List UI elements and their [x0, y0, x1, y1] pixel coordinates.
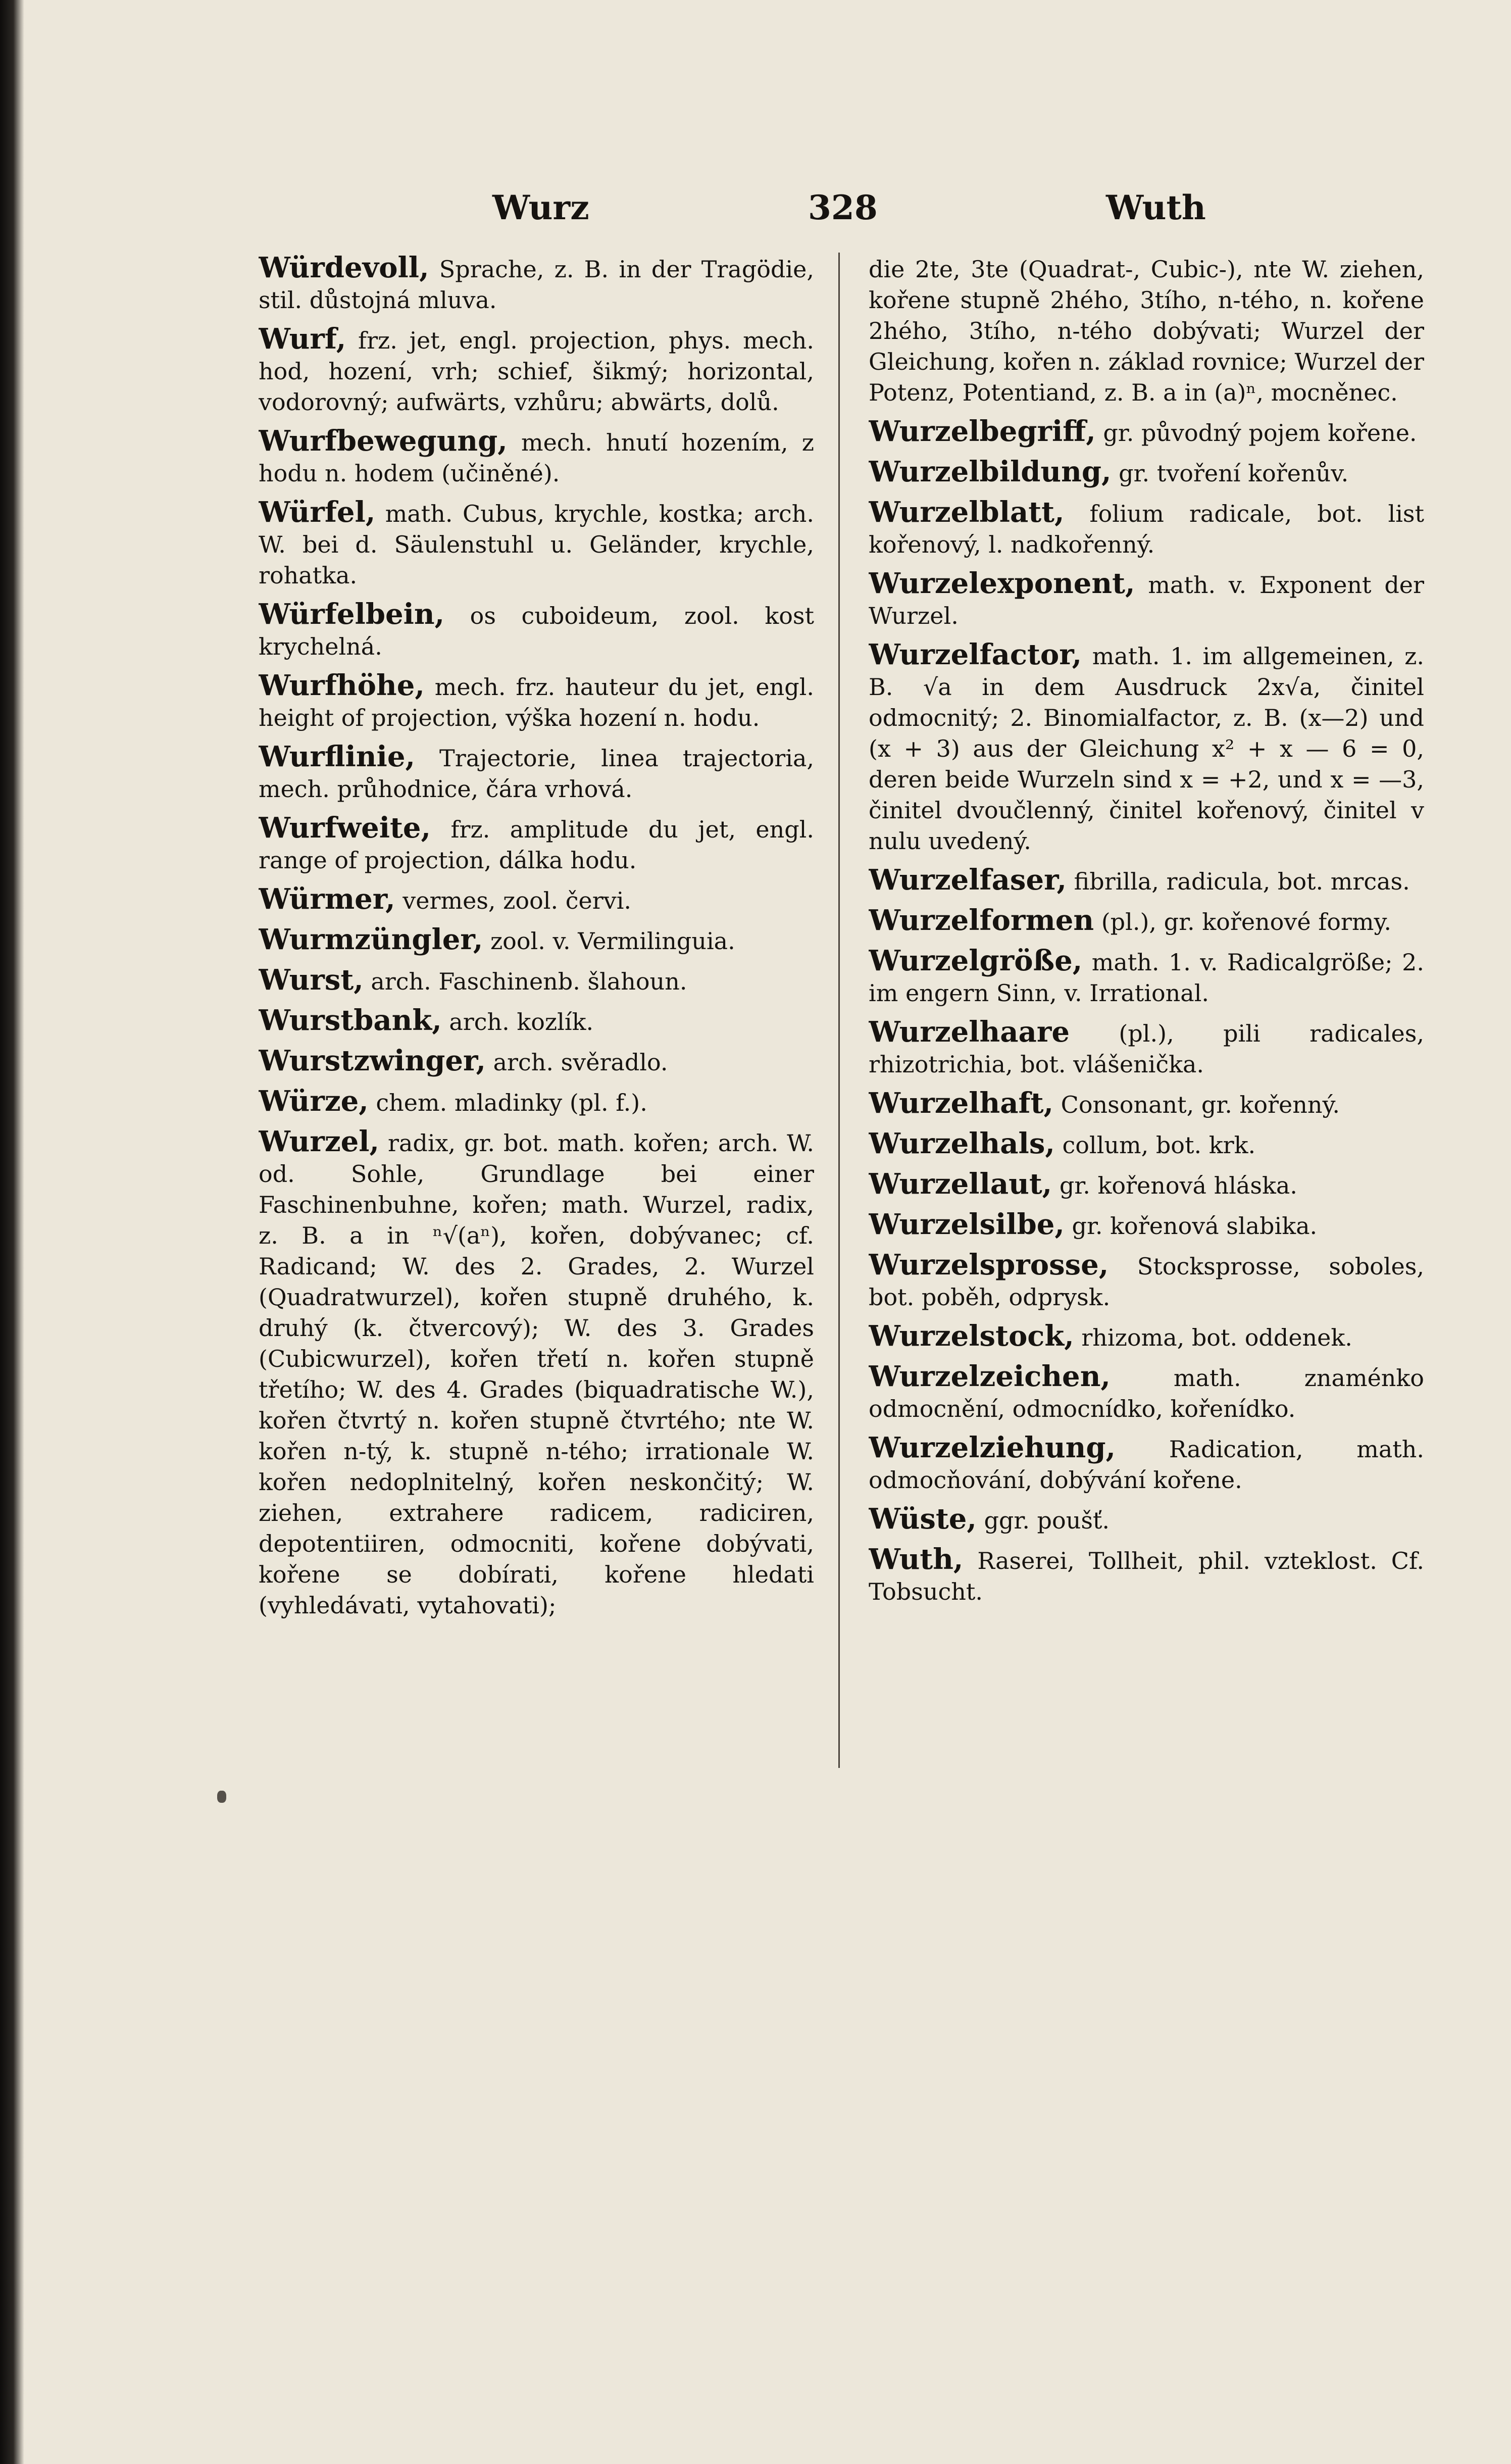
ink-speck	[217, 1791, 226, 1803]
entry-definition: math. 1. im allgemeinen, z. B. √a in dem Ausdruck 2x√a, činitel odmocnitý; 2. Binomialfactor, z. B. (x—2) und (x + 3) aus der Gleichung x² + x — 6 = 0, deren beide Wurzeln sind x = +2, und x = —3, činitel dvoučlenný, činitel kořenový, činitel v nulu uvedený.	[869, 643, 1424, 855]
entry-definition: folium radicale, bot. list kořenový, l. nadkořenný.	[869, 500, 1424, 558]
entry-headword: Wurzelfaser,	[869, 863, 1067, 897]
dictionary-entry	[869, 1361, 1424, 1424]
dictionary-entry	[259, 924, 814, 957]
dictionary-entry	[259, 1126, 814, 1621]
dictionary-entry	[259, 742, 814, 805]
entry-definition: Radication, math. odmocňování, dobývání kořene.	[869, 1436, 1424, 1494]
entry-headword: Wurstzwinger,	[259, 1044, 486, 1077]
dictionary-entry	[869, 865, 1424, 897]
entry-definition: Consonant, gr. kořenný.	[1061, 1091, 1340, 1118]
dictionary-entry	[869, 1321, 1424, 1353]
entry-definition: math. Cubus, krychle, kostka; arch. W. bei d. Säulenstuhl u. Geländer, krychle, rohatka.	[259, 500, 814, 589]
entry-headword: Wurzelbegriff,	[869, 415, 1096, 448]
entry-definition: gr. kořenová slabika.	[1072, 1212, 1318, 1240]
dictionary-entry	[259, 426, 814, 489]
entry-headword: Wurzelsprosse,	[869, 1248, 1109, 1282]
entry-headword: Würfelbein,	[259, 598, 445, 631]
entry-headword: Wurzelziehung,	[869, 1431, 1116, 1464]
entry-headword: Wurzelzeichen,	[869, 1360, 1111, 1393]
dictionary-entry	[869, 1169, 1424, 1201]
dictionary-entry	[259, 1086, 814, 1118]
left-column	[259, 253, 814, 2324]
dictionary-entry	[259, 813, 814, 876]
entry-definition: (pl.), gr. kořenové formy.	[1101, 908, 1392, 935]
entry-headword: Wurfhöhe,	[259, 669, 425, 702]
dictionary-entry	[869, 568, 1424, 631]
entry-headword: Wurzel,	[259, 1125, 380, 1158]
entry-headword: Wurstbank,	[259, 1004, 442, 1037]
dictionary-entry	[869, 457, 1424, 489]
dictionary-entry	[259, 670, 814, 733]
entry-headword: Wurzelblatt,	[869, 496, 1065, 529]
entry-headword: Würze,	[259, 1085, 369, 1118]
dictionary-entry	[259, 497, 814, 591]
entry-definition: mech. frz. hauteur du jet, engl. height of projection, výška hození n. hodu.	[259, 673, 814, 731]
header-right-word: Wuth	[1106, 188, 1206, 227]
entry-headword: Wurzelbildung,	[869, 455, 1112, 488]
dictionary-entry	[869, 1017, 1424, 1080]
dictionary-entry	[869, 1250, 1424, 1313]
entry-definition: zool. v. Vermilinguia.	[490, 927, 735, 955]
entry-headword: Wurzelhaare	[869, 1015, 1070, 1049]
dictionary-entry	[869, 1088, 1424, 1120]
dictionary-entry	[259, 1005, 814, 1038]
entry-definition: arch. svěradlo.	[493, 1049, 668, 1076]
column-divider	[838, 253, 840, 1768]
entry-definition: math. v. Exponent der Wurzel.	[869, 571, 1424, 629]
entry-definition: die 2te, 3te (Quadrat-, Cubic-), nte W. ziehen, kořene stupně 2hého, 3tího, n-tého, n. kořene 2hého, 3tího, n-tého dobývati; Wurzel der Gleichung, kořen n. základ rovnice; Wurzel der Potenz, Potentiand, z. B. a in (a)ⁿ, mocněnec.	[869, 256, 1424, 406]
entry-definition: math. znaménko odmocnění, odmocnídko, kořenídko.	[869, 1364, 1424, 1422]
page-edge	[0, 0, 24, 2464]
entry-definition: collum, bot. krk.	[1062, 1131, 1256, 1159]
entry-headword: Würmer,	[259, 882, 395, 916]
entry-definition: arch. kozlík.	[449, 1008, 594, 1036]
header-left-word: Wurz	[492, 188, 589, 227]
entry-headword: Wurst,	[259, 963, 364, 997]
entry-definition: math. 1. v. Radicalgröße; 2. im engern Sinn, v. Irrational.	[869, 949, 1424, 1007]
entry-headword: Wurfbewegung,	[259, 424, 508, 458]
entry-definition: gr. tvoření kořenův.	[1119, 460, 1349, 487]
entry-definition: chem. mladinky (pl. f.).	[376, 1089, 647, 1116]
entry-headword: Wurzelstock,	[869, 1319, 1074, 1353]
dictionary-entry	[259, 884, 814, 916]
entry-definition: arch. Faschinenb. šlahoun.	[371, 968, 687, 995]
dictionary-entry	[869, 1504, 1424, 1536]
entry-headword: Wüste,	[869, 1502, 977, 1536]
entry-headword: Wurzelhals,	[869, 1127, 1055, 1160]
entry-headword: Wurzelexponent,	[869, 567, 1135, 600]
entry-definition: fibrilla, radicula, bot. mrcas.	[1074, 868, 1410, 895]
entry-definition: gr. původný pojem kořene.	[1103, 419, 1417, 447]
entry-headword: Wurf,	[259, 322, 346, 356]
entry-headword: Würfel,	[259, 496, 376, 529]
entry-definition: os cuboideum, zool. kost krychelná.	[259, 602, 814, 660]
entry-headword: Wurzelformen	[869, 904, 1094, 937]
dictionary-entry	[869, 946, 1424, 1009]
dictionary-entry	[869, 1544, 1424, 1607]
entry-definition: radix, gr. bot. math. kořen; arch. W. od. Sohle, Grundlage bei einer Faschinenbuhne, kořen; math. Wurzel, radix, z. B. a in ⁿ√(aⁿ), kořen, dobývanec; cf. Radicand; W. des 2. Grades, 2. Wurzel (Quadratwurzel), kořen stupně druhého, k. druhý (k. čtvercový); W. des 3. Grades (Cubicwurzel), kořen třetí n. kořen stupně třetího; W. des 4. Grades (biquadratische W.), kořen čtvrtý n. kořen stupně čtvrtého; nte W. kořen n-tý, k. stupně n-tého; irrationale W. kořen nedoplnitelný, kořen neskončitý; W. ziehen, extrahere radicem, radiciren, depotentiiren, odmocniti, kořene dobývati, kořene se dobírati, kořene hledati (vyhledávati, vytahovati);	[259, 1129, 814, 1619]
entry-definition: ggr. poušť.	[984, 1507, 1110, 1534]
entry-headword: Wurzelfactor,	[869, 638, 1082, 671]
entry-definition: (pl.), pili radicales, rhizotrichia, bot. vlášenička.	[869, 1020, 1424, 1078]
entry-definition: Stocksprosse, soboles, bot. poběh, odprysk.	[869, 1253, 1424, 1311]
entry-definition: frz. amplitude du jet, engl. range of projection, dálka hodu.	[259, 816, 814, 874]
dictionary-entry	[259, 324, 814, 418]
dictionary-entry	[869, 905, 1424, 938]
entry-headword: Wurflinie,	[259, 740, 415, 773]
dictionary-entry	[869, 1209, 1424, 1242]
entry-headword: Wurzellaut,	[869, 1167, 1052, 1201]
dictionary-entry	[259, 599, 814, 662]
dictionary-entry	[869, 639, 1424, 857]
entry-definition: Sprache, z. B. in der Tragödie, stil. důstojná mluva.	[259, 256, 814, 314]
dictionary-entry	[869, 253, 1424, 408]
entry-definition: rhizoma, bot. oddenek.	[1081, 1324, 1352, 1351]
dictionary-entry	[869, 1128, 1424, 1161]
dictionary-entry	[259, 253, 814, 316]
entry-definition: mech. hnutí hozením, z hodu n. hodem (učiněné).	[259, 429, 814, 487]
entry-headword: Wurzelsilbe,	[869, 1208, 1065, 1241]
entry-headword: Würdevoll,	[259, 253, 429, 284]
entry-headword: Wurzelgröße,	[869, 944, 1083, 977]
dictionary-entry	[869, 497, 1424, 560]
right-column	[869, 253, 1424, 2324]
dictionary-entry	[259, 1046, 814, 1078]
entry-headword: Wurmzüngler,	[259, 923, 483, 956]
page-number: 328	[808, 188, 878, 227]
dictionary-entry	[259, 965, 814, 997]
entry-definition: Raserei, Tollheit, phil. vzteklost. Cf. Tobsucht.	[869, 1547, 1424, 1605]
entry-headword: Wurzelhaft,	[869, 1087, 1053, 1120]
dictionary-entry	[869, 416, 1424, 449]
entry-headword: Wuth,	[869, 1543, 964, 1576]
entry-definition: frz. jet, engl. projection, phys. mech. hod, hození, vrh; schief, šikmý; horizontal, vodorovný; aufwärts, vzhůru; abwärts, dolů.	[259, 327, 814, 416]
entry-definition: gr. kořenová hláska.	[1059, 1172, 1297, 1199]
entry-definition: vermes, zool. červi.	[402, 887, 632, 914]
entry-headword: Wurfweite,	[259, 811, 431, 845]
entry-definition: Trajectorie, linea trajectoria, mech. průhodnice, čára vrhová.	[259, 745, 814, 803]
dictionary-entry	[869, 1433, 1424, 1496]
running-head	[263, 188, 1374, 249]
